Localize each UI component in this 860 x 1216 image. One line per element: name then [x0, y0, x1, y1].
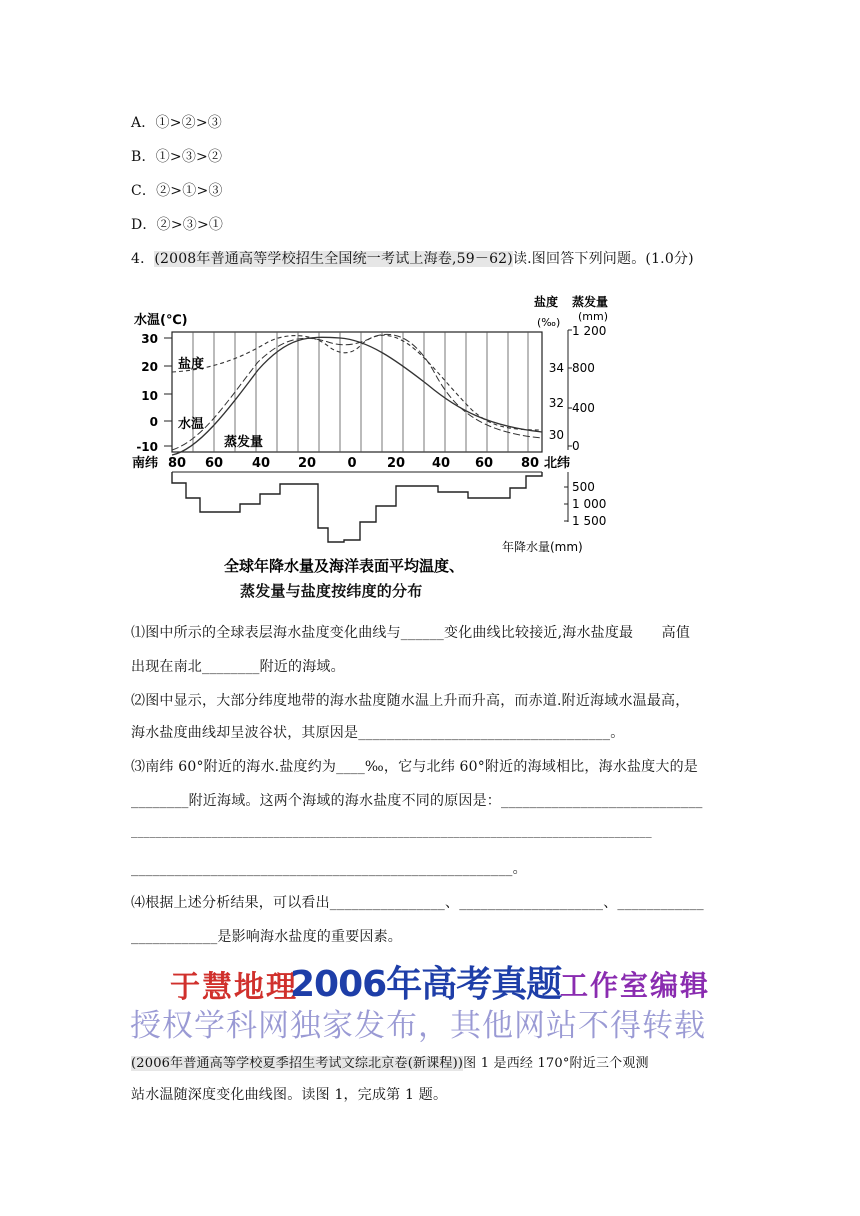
- q2-line2: 海水盐度曲线却呈波谷状，其原因是___________________________________。: [131, 725, 625, 741]
- left-tick: 30: [141, 332, 158, 346]
- lat-tick: 80: [520, 456, 540, 471]
- q3-line3: ____________________________________________________________________________________: [131, 824, 652, 838]
- lat-tick: 80: [167, 456, 187, 471]
- q1-line1: ⑴图中所示的全球表层海水盐度变化曲线与______变化曲线比较接近,海水盐度最 高值: [131, 625, 691, 641]
- banner-title: [170, 958, 730, 1005]
- salinity-tick: 34: [548, 361, 564, 375]
- q4-line1: ⑷根据上述分析结果，可以看出________________、____________________、____________: [131, 895, 704, 911]
- next-question-source: (2006年普通高等学校夏季招生考试文综北京卷(新课程)): [131, 1056, 464, 1071]
- precipitation-step-line: [172, 472, 542, 542]
- lat-tick: 20: [386, 456, 406, 471]
- lat-tick: 40: [251, 456, 271, 471]
- latitude-distribution-figure: [128, 290, 609, 580]
- question-number: 4．: [131, 251, 155, 267]
- banner-part2: 2006年高考真题: [290, 964, 562, 1005]
- q3-line4: _____________________________________________________。: [131, 861, 527, 877]
- evap-axis-title: 蒸发量: [572, 295, 609, 309]
- q3-line2: ________附近海域。这两个海域的海水盐度不同的原因是：____________________________: [131, 793, 703, 809]
- watermark-text: 授权学科网独家发布，其他网站不得转载: [130, 1008, 706, 1044]
- left-tick: -10: [136, 440, 158, 454]
- water-temp-curve-label: 水温: [178, 417, 205, 432]
- evap-curve-label: 蒸发量: [224, 435, 264, 450]
- salinity-curve-label: 盐度: [178, 357, 205, 372]
- next-question-line2: 站水温随深度变化曲线图。读图 1，完成第 1 题。: [131, 1087, 448, 1103]
- precip-tick: 1 500: [572, 514, 607, 528]
- banner-part3: 工作室编辑: [560, 969, 711, 1002]
- question-4: [131, 248, 694, 268]
- left-axis-title: 水温(℃): [134, 313, 188, 328]
- evap-tick: 400: [572, 401, 595, 415]
- q2-line1: ⑵图中显示，大部分纬度地带的海水盐度随水温上升而升高，而赤道.附近海域水温最高，: [131, 693, 690, 709]
- evap-axis-unit: (mm): [578, 310, 609, 323]
- evap-tick: 800: [572, 361, 595, 375]
- lat-tick: 20: [297, 456, 317, 471]
- next-question-line1: [131, 1052, 649, 1071]
- option-d: D．②>③>①: [131, 217, 224, 233]
- precip-tick: 1 000: [572, 497, 607, 511]
- lat-tick: 40: [431, 456, 451, 471]
- salinity-curve: [172, 335, 542, 430]
- salinity-tick: 30: [548, 428, 564, 442]
- left-tick: 0: [149, 415, 158, 429]
- lat-tick: 60: [474, 456, 494, 471]
- salinity-tick: 32: [548, 396, 564, 410]
- left-tick: 20: [141, 360, 158, 374]
- precip-axis-title: 年降水量(mm): [502, 540, 583, 554]
- evap-tick: 0: [572, 439, 580, 453]
- q1-line2: 出现在南北________附近的海域。: [131, 659, 345, 675]
- lat-north-label: 北纬: [544, 456, 571, 471]
- salinity-axis-unit: (‰): [537, 316, 561, 329]
- banner-watermark: [130, 1000, 730, 1044]
- salinity-axis-title: 盐度: [534, 295, 559, 309]
- evaporation-curve: [172, 334, 542, 450]
- question-text: 读.图回答下列问题。(1.0分): [512, 251, 694, 267]
- evap-tick: 1 200: [572, 324, 607, 338]
- top-panel-frame: [172, 332, 542, 452]
- option-a: A．①>②>③: [131, 115, 222, 131]
- next-question-text1: 图 1 是西经 170°附近三个观测: [463, 1056, 649, 1071]
- question-source: (2008年普通高等学校招生全国统一考试上海卷,59－62): [154, 251, 513, 267]
- figure-caption-line2: 蒸发量与盐度按纬度的分布: [240, 582, 423, 600]
- lat-south-label: 南纬: [132, 456, 159, 471]
- figure-caption-line1: 全球年降水量及海洋表面平均温度、: [224, 557, 465, 575]
- option-c: C．②>①>③: [131, 183, 223, 199]
- left-tick: 10: [141, 389, 158, 403]
- precip-tick: 500: [572, 480, 595, 494]
- option-b: B．①>③>②: [131, 149, 223, 165]
- banner-part1: 于慧地理: [170, 970, 298, 1005]
- lat-tick: 60: [204, 456, 224, 471]
- lat-tick: 0: [347, 456, 357, 471]
- q3-line1: ⑶南纬 60°附近的海水.盐度约为____‰，它与北纬 60°附近的海域相比，海水盐度大的是: [131, 759, 698, 775]
- vertical-grid: [193, 332, 528, 452]
- q4-line2: ____________是影响海水盐度的重要因素。: [131, 929, 402, 945]
